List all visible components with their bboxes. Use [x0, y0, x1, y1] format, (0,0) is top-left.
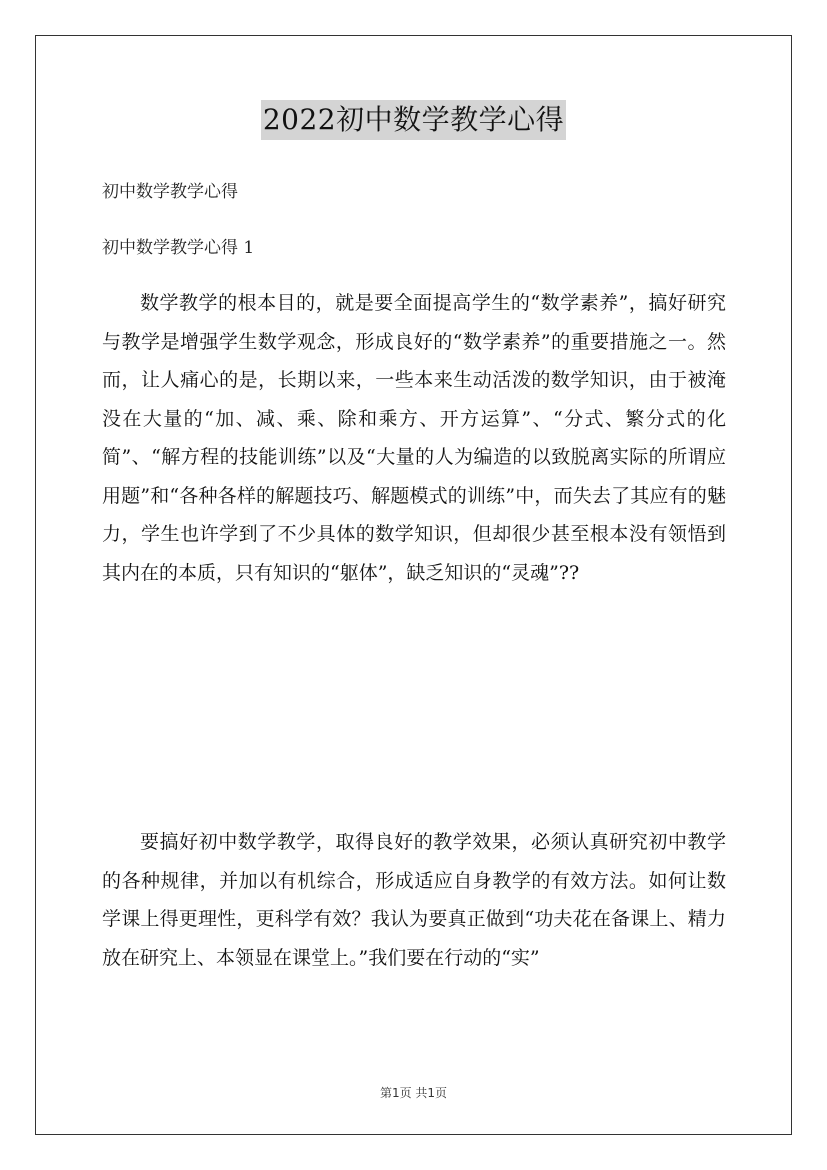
document-subtitle: 初中数学教学心得: [102, 182, 238, 202]
paragraph-2: 要搞好初中数学教学，取得良好的教学效果，必须认真研究初中教学的各种规律，并加以有机综合，形成适应自身教学的有效方法。如何让数学课上得更理性，更科学有效？我认为要真正做到“功夫花在备课上、精力放在研究上、本领显在课堂上。”我们要在行动的“实”: [102, 831, 726, 969]
paragraph-1: 数学教学的根本目的，就是要全面提高学生的“数学素养”，搞好研究与教学是增强学生数学观念，形成良好的“数学素养”的重要措施之一。然而，让人痛心的是，长期以来，一些本来生动活泼的数学知识，由于被淹没在大量的“加、减、乘、除和乘方、开方运算”、“分式、繁分式的化简”、“解方程的技能训练”以及“大量的人为编造的以致脱离实际的所谓应用题”和“各种各样的解题技巧、解题模式的训练”中，而失去了其应有的魅力，学生也许学到了不少具体的数学知识，但却很少甚至根本没有领悟到其内在的本质，只有知识的“躯体”，缺乏知识的“灵魂”??: [102, 292, 726, 584]
document-title: 2022初中数学教学心得: [261, 100, 566, 140]
title-container: [0, 100, 827, 140]
section-title: 初中数学教学心得 1: [102, 238, 255, 258]
page-footer: 第1页 共1页: [379, 1086, 448, 1100]
